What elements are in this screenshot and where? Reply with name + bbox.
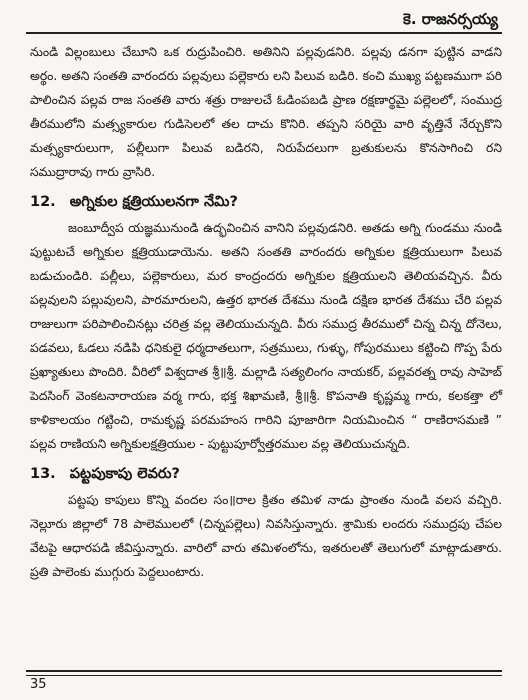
header-rule: [26, 32, 502, 34]
intro-paragraph: నుండి విల్లంబులు చేబూని ఒక రుద్రుపించిరి. అతినిని పల్లవుడనిరి. పల్లవు డనగా పుట్టిన వాడని అర్థం. అతని సంతతి వారందరు పల్లవులు పల్లెకారు లని పిలువ బడిరి. కంచి ముఖ్య పట్టణముగా పరి పాలించిన పల్లవ రాజ సంతతి వారు శత్రు రాజులచే ఓడింపబడి ప్రాణ రక్షణార్థమై పల్లెలలో, సంముద్ర తీరములోని మత్స్యకారుల గుడిసెలలో తల దాచు కొనిరి. తప్పని సరియై వారి వృత్తినే నేర్చుకొని మత్స్యకారులుగా, పల్లీలుగా పిలువ బడిరని, నిరుపేదలుగా బ్రతుకులను కొనసాగించి రని సముద్రారావు గారు వ్రాసిరి.: [30, 45, 502, 179]
footer-rule: [26, 670, 502, 672]
section-13-heading: [30, 462, 502, 486]
section-13-number: 13.: [30, 466, 56, 482]
section-13-paragraph: పట్టపు కాపులు కొన్ని వందల సం॥రాల క్రితం తమిళ నాడు ప్రాంతం నుండి వలస వచ్చిరి. నెల్లూరు జిల్లాలో 78 పాలెములలో (చిన్నపల్లెలు) నివసిస్తున్నారు. శ్రామికు లందరు సముద్రపు చేపల వేటపై ఆధారపడి జీవిస్తున్నారు. వారిలో వారు తమిళంలోను, ఇతరులతో తెలుగులో మాట్లాడుతారు. ప్రతి పాలెంకు ముగ్గురు పెద్దలుంటారు.: [30, 493, 502, 579]
section-13-title: పట్టపుకాపు లెవరు?: [69, 466, 180, 482]
footer-rule-thin: [26, 675, 502, 676]
section-12-number: 12.: [30, 194, 56, 210]
page-number: 35: [30, 677, 47, 692]
section-12-paragraph: జంబూద్వీప యజ్ఞమునుండి ఉద్భవించిన వానిని పల్లవుడనిరి. అతడు అగ్ని గుండము నుండి పుట్టుటచే అగ్నికుల క్షత్రియుడాయెను. అతని సంతతి వారందరు అగ్నికుల క్షత్రియులుగా పిలువ బడుచుండిరి. పల్లీలు, పల్లెకారులు, మర కాంద్రందరు అగ్నికుల క్షత్రియులని తెలియవచ్చిన. వీరు పల్లవులని పల్లువులని, పారమారులని, ఉత్తర భారత దేశము నుండి దక్షిణ భారత దేశము చేరి పల్లవ రాజులుగా పరిపాలించినట్లు చరిత్ర వల్ల తెలియుచున్నది. వీరు సముద్ర తీరములో చిన్న చిన్న దోనెలు, పడవలు, ఓడలు నడిపి ధనికులై ధర్మదాతలుగా, సత్రములు, గుళ్ళు, గోపురములు కట్టించి గొప్ప పేరు ప్రఖ్యాతులు పొందిరి. వీరిలో విశ్వదాత శ్రీ॥శ్రీ. మల్లాడి సత్యలింగం నాయకర్, పల్లవరత్న రావు సాహెబ్ పెదసింగ్ వెంకటనారాయణ వర్మ గారు, భక్త శిఖామణి, శ్రీ॥శ్రీ. కొపనాతి కృష్ణమ్మ గారు, కలకత్తా లో కాళికాలయం గట్టించి, రామకృష్ణ పరమహంస గారిని పూజారిగా నియమించిన “ రాణిరాసమణి ” పల్లవ రాణియని అగ్నికులక్షత్రియుల - పుట్టుపూర్వోత్తరముల వల్ల తెలియుచున్నది.: [30, 221, 502, 451]
header-author: కె. రాజనర్సయ్య: [403, 10, 498, 28]
section-12-title: అగ్నికుల క్షత్రియులనగా నేమి?: [69, 194, 238, 210]
section-12-heading: [30, 190, 502, 214]
page-content: [30, 40, 502, 666]
